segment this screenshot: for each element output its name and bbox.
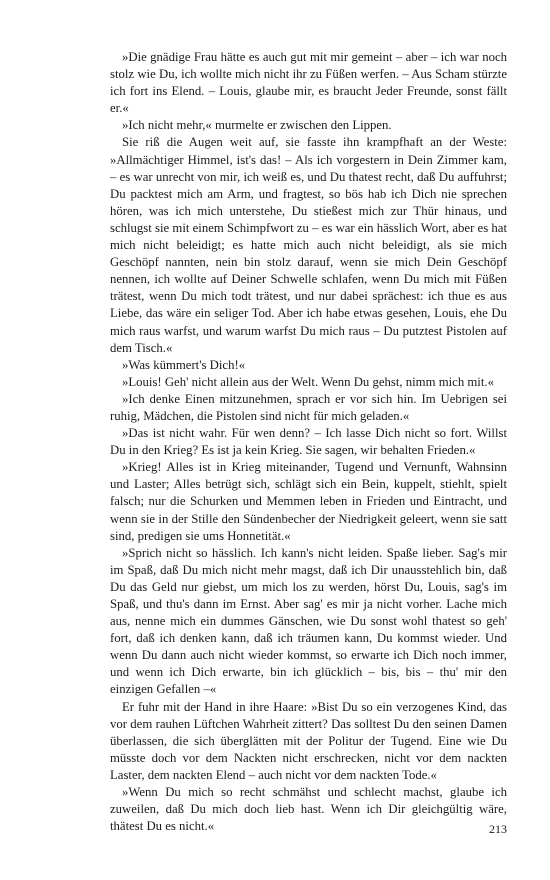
paragraph: »Das ist nicht wahr. Für wen denn? – Ich lasse Dich nicht so fort. Willst Du in den Krieg? Es ist ja kein Krieg. Sie sagen, wir behalten Frieden.« [110, 426, 507, 458]
paragraph: »Louis! Geh' nicht allein aus der Welt. Wenn Du gehst, nimm mich mit.« [122, 374, 494, 389]
paragraph: »Wenn Du mich so recht schmähst und schlecht machst, glaube ich zuweilen, daß Du mich doch lieb hast. Wenn ich Dir gleichgültig wäre, thätest Du es nicht.« [110, 785, 507, 834]
paragraph: »Ich denke Einen mitzunehmen, sprach er vor sich hin. Im Uebrigen sei ruhig, Mädchen, die Pistolen sind nicht für mich geladen.« [110, 391, 507, 423]
paragraph: »Ich nicht mehr,« murmelte er zwischen den Lippen. [122, 118, 392, 133]
page-body [110, 49, 507, 835]
paragraph: Sie riß die Augen weit auf, sie fasste ihn krampfhaft an der Weste: »Allmächtiger Himmel, ist's das! – Als ich vorgestern in Dein Zimmer kam, – es war unrecht von mir, ich weiß es, und Du thatest recht, daß Du auffuhrst; Du packtest mich am Arm, und fragtest, so bös hab ich Dich nie sprechen hören, was ich mich unterstehe, Du stießest mich zur Thür hinaus, und schlugst sie mit einem Schimpfwort zu – es war ein hässlich Wort, aber es hat mich nicht beleidigt; es hatte mich auch nicht beleidigt, als sie mich Geschöpf nannten, nein bin stolz darauf, wenn sie mich Dein Geschöpf nennen, ich wollte auf Deiner Schwelle schlafen, wenn Du mich mit Füßen trätest, wenn Du mich todt trätest, und nur dabei sprächest: ich thue es aus Liebe, das wäre ein seliger Tod. Aber ich habe etwas gesehen, Louis, ehe Du mich raus warfst, und warum warfst Du mich raus – Du putztest Pistolen auf dem Tisch.« [110, 135, 507, 355]
paragraph: Er fuhr mit der Hand in ihre Haare: »Bist Du so ein verzogenes Kind, das vor dem rauhen Lüftchen Wahrheit zittert? Das solltest Du den seinen Damen überlassen, die sich überglätten mit der Politur der Tugend. Eine wie Du müsste doch vor dem Nackten nicht erschrecken, nicht vor dem nackten Laster, dem nackten Elend – auch nicht vor dem nackten Tode.« [110, 699, 507, 782]
paragraph: »Sprich nicht so hässlich. Ich kann's nicht leiden. Spaße lieber. Sag's mir im Spaß, daß Du mich nicht mehr magst, daß ich Dir unausstehlich bin, daß Du das Geld nur giebst, um mich los zu werden, hörst Du, Louis, sag's im Spaß, und thu's dann im Ernst. Aber sag' es mir ja nicht vorher. Lache mich aus, nenne mich ein dummes Gänschen, wie Du sonst wohl thatest so geh' fort, daß ich denken kann, daß ich träumen kann, Du kommst wieder. Und wenn Du dann auch nicht wieder kommst, so erwarte ich Dich noch immer, und wenn ich Dich erwarte, bin ich glücklich – bis, bis – thu' mir den einzigen Gefallen –« [110, 545, 507, 697]
page-number: 213 [489, 822, 507, 836]
paragraph: »Was kümmert's Dich!« [122, 357, 246, 372]
paragraph: »Die gnädige Frau hätte es auch gut mit mir gemeint – aber – ich war noch stolz wie Du, ich wollte mich nicht ihr zu Füßen werfen. – Aus Scham stürzte ich fort ins Elend. – Louis, glaube mir, es braucht Jeder Freunde, sonst fällt er.« [110, 50, 507, 116]
paragraph: »Krieg! Alles ist in Krieg miteinander, Tugend und Vernunft, Wahnsinn und Laster; Alles betrügt sich, schlägt sich ein Bein, kuppelt, stiehlt, spielt falsch; nur die Schurken und Memmen leben in Frieden und Eintracht, und wenn sie in der Stille den Sündenbecher der Niedrigkeit geleert, wenn sie satt sind, predigen sie ums Honnetität.« [110, 460, 507, 543]
